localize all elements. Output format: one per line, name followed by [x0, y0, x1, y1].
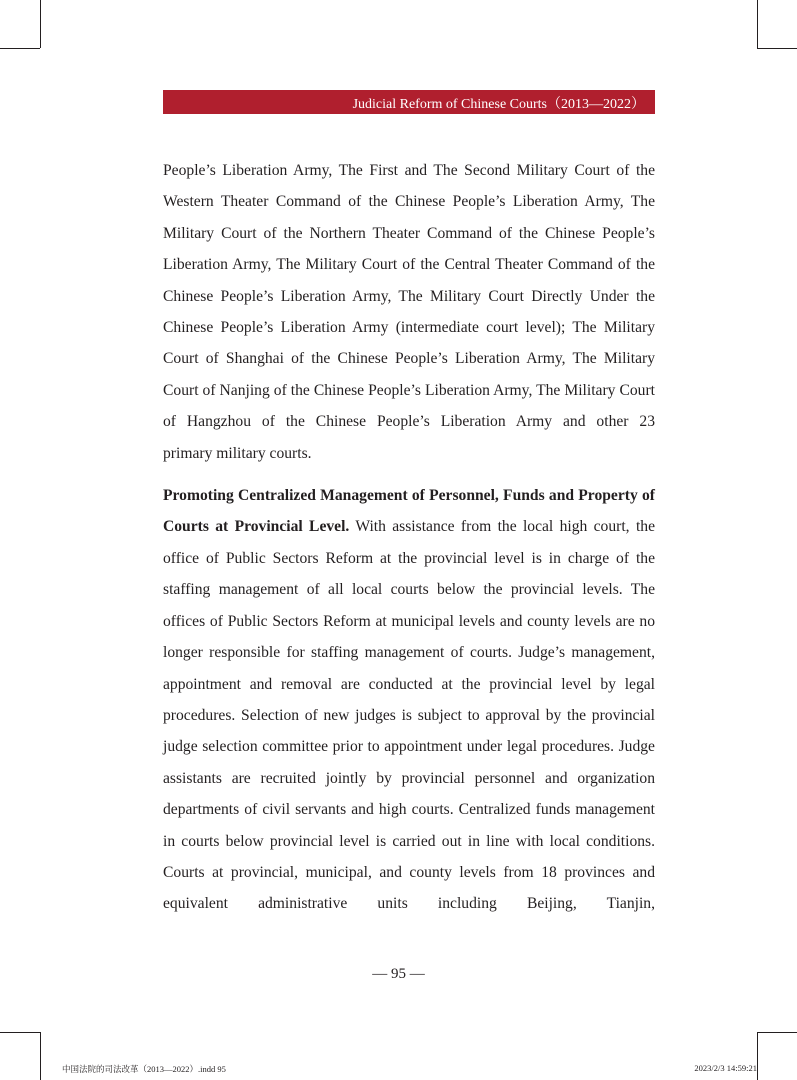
slug-filename: 中国法院的司法改革（2013—2022）.indd 95	[62, 1064, 226, 1074]
text-line: Court of Shanghai of the Chinese People’s Liberation Army, The Military	[163, 350, 655, 368]
text-line: People’s Liberation Army, The First and The Second Military Court of the	[163, 162, 655, 179]
text-line: local conditions. Courts at provincial, municipal, and county levels from	[163, 832, 656, 881]
text-line: funds management in courts below provincial level is carried out in line with	[163, 801, 656, 850]
body-text	[163, 155, 655, 920]
text-line: the office of Public Sectors Reform at the provincial level is in charge of	[163, 518, 655, 567]
text-line: With assistance from the local high court,	[349, 518, 630, 536]
text-line: the provincial judge selection committee prior to appointment under legal	[163, 706, 656, 756]
text-line: are no longer responsible for staffing management of courts. Judge’s	[163, 612, 656, 662]
running-header	[163, 90, 655, 114]
paragraph	[163, 155, 655, 469]
section-lead: of Courts at Provincial Level.	[163, 487, 655, 536]
text-line: The offices of Public Sectors Reform at municipal levels and county levels	[163, 581, 655, 630]
text-line: Court of Hangzhou of the Chinese People’s Liberation Army and other 23	[163, 381, 655, 431]
text-line: Chinese People’s Liberation Army, The Military Court Directly Under the	[163, 287, 655, 305]
text-line: and organization departments of civil servants and high courts. Centralized	[163, 769, 656, 819]
crop-mark	[0, 1032, 40, 1033]
text-line: procedures. Judge assistants are recruited jointly by provincial personnel	[163, 738, 655, 787]
crop-mark	[0, 48, 40, 49]
section-lead: Promoting Centralized Management of Personnel, Funds and Property	[163, 487, 638, 505]
text-line: level by legal procedures. Selection of new judges is subject to approval by	[163, 675, 655, 724]
slug-timestamp: 2023/2/3 14:59:21	[694, 1063, 757, 1073]
text-line: primary military courts.	[163, 444, 312, 462]
crop-mark	[757, 0, 758, 48]
page-number: — 95 —	[372, 966, 425, 982]
text-line: Western Theater Command of the Chinese People’s Liberation Army, The	[163, 193, 655, 211]
running-header-title: Judicial Reform of Chinese Courts（2013—2022）	[352, 97, 645, 112]
crop-mark	[757, 48, 797, 49]
crop-mark	[757, 1032, 797, 1033]
text-line: the staffing management of all local courts below the provincial levels.	[163, 549, 655, 599]
text-line: management, appointment and removal are conducted at the provincial	[163, 644, 655, 693]
text-line: Court of Nanjing of the Chinese People’s Liberation Army, The Military	[163, 381, 616, 399]
crop-mark	[757, 1032, 758, 1080]
text-line: Liberation Army, The Military Court of the Central Theater Command of the	[163, 256, 655, 274]
crop-mark	[40, 0, 41, 48]
crop-mark	[40, 1032, 41, 1080]
text-line: 18 provinces and equivalent administrative units including Beijing, Tianjin,	[163, 863, 655, 913]
text-line: Military Court of the Northern Theater Command of the Chinese People’s	[163, 224, 655, 242]
text-line: Chinese People’s Liberation Army (intermediate court level); The Military	[163, 319, 655, 337]
paragraph	[163, 480, 655, 920]
